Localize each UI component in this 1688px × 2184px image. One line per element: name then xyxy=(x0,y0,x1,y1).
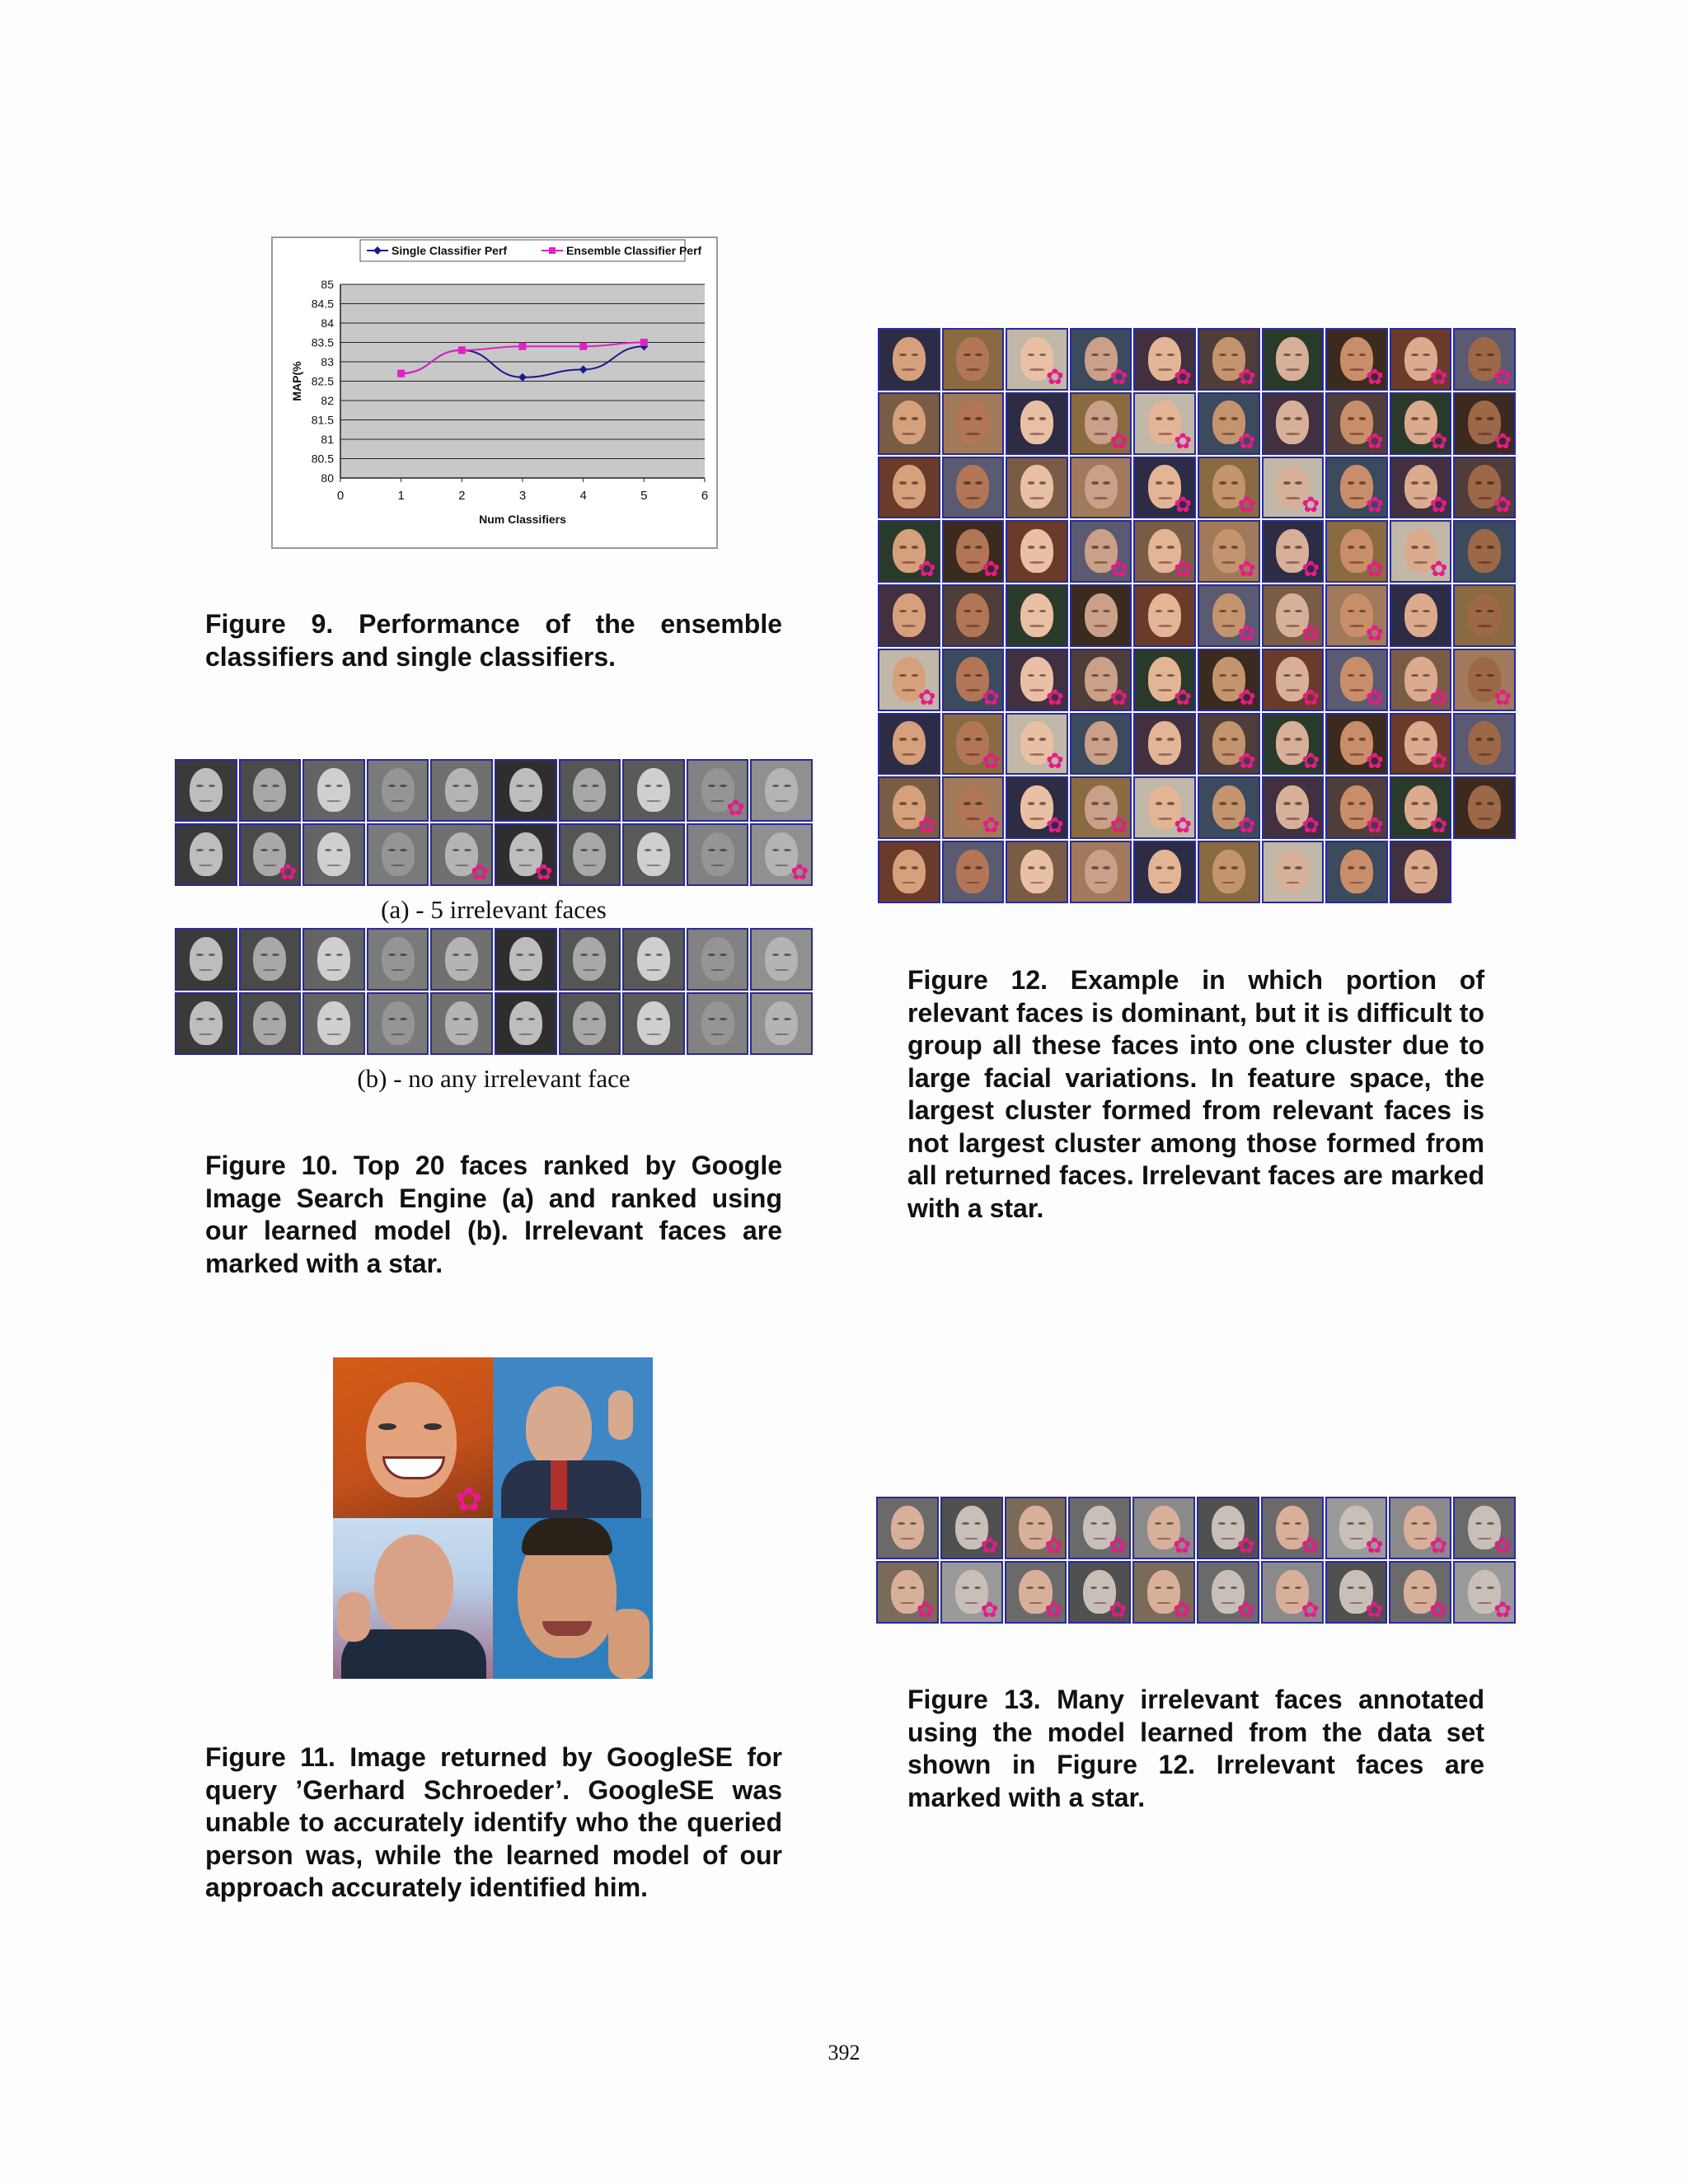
star-icon: ✿ xyxy=(982,749,1001,775)
star-icon: ✿ xyxy=(1109,685,1128,710)
face-thumbnail xyxy=(1262,392,1325,455)
star-icon: ✿ xyxy=(1301,749,1320,775)
face-thumbnail xyxy=(1198,392,1260,455)
star-icon: ✿ xyxy=(1237,813,1256,839)
face-thumbnail xyxy=(1132,1561,1195,1624)
star-icon: ✿ xyxy=(1237,621,1256,646)
face-thumbnail xyxy=(430,759,493,822)
star-icon: ✿ xyxy=(1429,364,1448,390)
face-thumbnail xyxy=(1198,520,1260,583)
star-icon: ✿ xyxy=(982,557,1001,583)
face-thumbnail xyxy=(1390,328,1452,391)
face-thumbnail xyxy=(1325,1561,1388,1624)
face-thumbnail xyxy=(1198,584,1260,647)
face-thumbnail xyxy=(302,823,365,886)
star-icon: ✿ xyxy=(1366,557,1384,583)
star-icon: ✿ xyxy=(471,860,489,885)
star-icon: ✿ xyxy=(917,685,936,710)
fig13-face-grid xyxy=(876,1497,1516,1624)
face-thumbnail xyxy=(622,928,685,991)
star-icon: ✿ xyxy=(1429,1598,1448,1623)
star-icon: ✿ xyxy=(1044,1598,1063,1623)
star-icon: ✿ xyxy=(1429,813,1448,839)
face-thumbnail xyxy=(1197,1561,1259,1624)
face-thumbnail xyxy=(175,823,237,886)
fig12-caption: Figure 12. Example in which portion of relevant faces is dominant, but it is difficult to group all these faces into one cluster due to large facial variations. In feature space, the largest cluster formed from relevant faces is not largest cluster among those formed from all returned faces. Irrelevant faces are marked with a star. xyxy=(907,965,1484,1223)
face-thumbnail xyxy=(239,759,302,822)
fig11-photo-man-smiling xyxy=(333,1518,493,1679)
y-tick-label: 82.5 xyxy=(311,374,334,388)
fig11-photo-collage xyxy=(333,1357,653,1679)
legend-label-1: Ensemble Classifier Perf xyxy=(566,244,702,257)
face-thumbnail xyxy=(302,759,365,822)
face-thumbnail xyxy=(876,1497,939,1559)
star-icon: ✿ xyxy=(1365,1598,1384,1623)
star-icon: ✿ xyxy=(1493,429,1512,454)
face-thumbnail xyxy=(1132,1497,1195,1559)
face-thumbnail xyxy=(1198,841,1260,903)
y-tick-label: 81.5 xyxy=(311,413,334,427)
face-thumbnail xyxy=(1070,392,1132,455)
face-thumbnail xyxy=(878,841,940,903)
face-thumbnail xyxy=(622,759,685,822)
face-thumbnail xyxy=(1261,1561,1324,1624)
fig11-caption: Figure 11. Image returned by GoogleSE for query ’Gerhard Schroeder’. GoogleSE was unable to accurately identify who the queried person was, while the learned model of our approach accurately identified him. xyxy=(205,1742,782,1902)
fig10a-face-grid xyxy=(175,759,813,886)
star-icon: ✿ xyxy=(1429,493,1448,518)
face-thumbnail xyxy=(430,823,493,886)
face-thumbnail xyxy=(878,520,940,583)
face-thumbnail xyxy=(302,992,365,1055)
star-icon: ✿ xyxy=(279,860,298,885)
star-icon: ✿ xyxy=(1109,364,1128,390)
face-thumbnail xyxy=(1133,584,1196,647)
face-thumbnail xyxy=(1070,713,1132,776)
face-thumbnail xyxy=(942,392,1005,455)
face-thumbnail xyxy=(1262,584,1325,647)
face-thumbnail xyxy=(1133,713,1196,776)
face-thumbnail xyxy=(1325,520,1388,583)
star-icon: ✿ xyxy=(1301,813,1320,839)
face-thumbnail xyxy=(1390,392,1452,455)
data-point xyxy=(579,343,587,350)
face-thumbnail xyxy=(1133,457,1196,519)
star-icon: ✿ xyxy=(1044,1534,1063,1558)
y-tick-label: 81 xyxy=(321,433,334,446)
star-icon: ✿ xyxy=(455,1481,483,1518)
face-thumbnail xyxy=(1453,1497,1516,1559)
face-thumbnail xyxy=(1261,1497,1324,1559)
face-thumbnail xyxy=(1262,841,1325,903)
face-thumbnail xyxy=(1133,392,1196,455)
face-thumbnail xyxy=(878,392,940,455)
fig10b-face-grid xyxy=(175,928,813,1055)
x-axis-label: Num Classifiers xyxy=(479,513,566,526)
fig10a-subcaption: (a) - 5 irrelevant faces xyxy=(381,895,607,924)
fig11-photo-man-speaking xyxy=(493,1357,653,1518)
star-icon: ✿ xyxy=(790,860,809,885)
star-icon: ✿ xyxy=(1174,557,1192,583)
face-thumbnail xyxy=(1006,649,1068,711)
face-thumbnail xyxy=(1133,328,1196,391)
face-thumbnail xyxy=(367,928,429,991)
star-icon: ✿ xyxy=(1366,493,1384,518)
face-thumbnail xyxy=(622,823,685,886)
star-icon: ✿ xyxy=(1366,685,1384,710)
fig11-photo-laughing-man xyxy=(333,1357,493,1518)
face-thumbnail xyxy=(1006,776,1068,839)
face-thumbnail xyxy=(430,992,493,1055)
star-icon: ✿ xyxy=(726,796,745,821)
face-thumbnail xyxy=(1070,457,1132,519)
face-thumbnail xyxy=(1325,1497,1388,1559)
face-thumbnail xyxy=(1453,392,1516,455)
face-thumbnail xyxy=(1133,649,1196,711)
face-thumbnail xyxy=(1070,328,1132,391)
star-icon: ✿ xyxy=(1174,493,1192,518)
face-thumbnail xyxy=(175,759,237,822)
face-thumbnail xyxy=(1070,584,1132,647)
star-icon: ✿ xyxy=(1237,1534,1255,1558)
face-thumbnail xyxy=(622,992,685,1055)
face-thumbnail xyxy=(1390,649,1452,711)
star-icon: ✿ xyxy=(1237,429,1256,454)
star-icon: ✿ xyxy=(1301,621,1320,646)
face-thumbnail xyxy=(495,992,557,1055)
face-thumbnail xyxy=(239,823,302,886)
y-tick-label: 83.5 xyxy=(311,335,334,349)
star-icon: ✿ xyxy=(1046,685,1064,710)
star-icon: ✿ xyxy=(1109,813,1128,839)
face-thumbnail xyxy=(1453,776,1516,839)
fig10-caption: Figure 10. Top 20 faces ranked by Google Image Search Engine (a) and ranked using our learned model (b). Irrelevant faces are marked with a star. xyxy=(205,1151,782,1278)
star-icon: ✿ xyxy=(982,813,1001,839)
face-thumbnail xyxy=(1325,584,1388,647)
legend-marker-1 xyxy=(549,247,556,254)
face-thumbnail xyxy=(1133,520,1196,583)
x-tick-label: 3 xyxy=(518,489,527,503)
face-thumbnail xyxy=(1389,1561,1451,1624)
face-thumbnail xyxy=(942,328,1005,391)
face-thumbnail xyxy=(1198,776,1260,839)
y-tick-label: 85 xyxy=(321,278,334,291)
star-icon: ✿ xyxy=(917,557,936,583)
star-icon: ✿ xyxy=(534,860,553,885)
y-tick-label: 84.5 xyxy=(311,297,334,311)
face-thumbnail xyxy=(878,776,940,839)
star-icon: ✿ xyxy=(1046,813,1064,839)
face-thumbnail xyxy=(1262,457,1325,519)
star-icon: ✿ xyxy=(1301,493,1320,518)
face-thumbnail xyxy=(1262,328,1325,391)
x-tick-label: 0 xyxy=(336,489,345,503)
face-thumbnail xyxy=(1198,649,1260,711)
star-icon: ✿ xyxy=(1429,685,1448,710)
star-icon: ✿ xyxy=(1429,749,1448,775)
face-thumbnail xyxy=(750,992,813,1055)
y-tick-label: 84 xyxy=(321,316,334,330)
face-thumbnail xyxy=(239,992,302,1055)
face-thumbnail xyxy=(430,928,493,991)
face-thumbnail xyxy=(1262,776,1325,839)
star-icon: ✿ xyxy=(1174,364,1192,390)
star-icon: ✿ xyxy=(1109,1534,1128,1558)
face-thumbnail xyxy=(942,713,1005,776)
star-icon: ✿ xyxy=(1173,1598,1191,1623)
star-icon: ✿ xyxy=(1301,1598,1320,1623)
fig9-caption: Figure 9. Performance of the ensemble classifiers and single classifiers. xyxy=(205,609,782,672)
star-icon: ✿ xyxy=(1493,685,1512,710)
face-thumbnail xyxy=(1070,520,1132,583)
star-icon: ✿ xyxy=(1174,813,1192,839)
face-thumbnail xyxy=(1006,584,1068,647)
star-icon: ✿ xyxy=(1301,1534,1320,1558)
star-icon: ✿ xyxy=(1237,364,1256,390)
y-tick-label: 80.5 xyxy=(311,452,334,466)
star-icon: ✿ xyxy=(1174,429,1192,454)
face-thumbnail xyxy=(367,759,429,822)
face-thumbnail xyxy=(559,992,621,1055)
face-thumbnail xyxy=(750,759,813,822)
x-tick-label: 5 xyxy=(640,489,648,503)
face-thumbnail xyxy=(1198,713,1260,776)
face-thumbnail xyxy=(1390,520,1452,583)
data-point xyxy=(640,339,648,346)
face-thumbnail xyxy=(878,584,940,647)
star-icon: ✿ xyxy=(1366,621,1384,646)
star-icon: ✿ xyxy=(1493,1534,1512,1558)
face-thumbnail xyxy=(687,992,749,1055)
face-thumbnail xyxy=(1006,457,1068,519)
face-thumbnail xyxy=(1325,457,1388,519)
face-thumbnail xyxy=(942,841,1005,903)
face-thumbnail xyxy=(495,759,557,822)
face-thumbnail xyxy=(1325,392,1388,455)
star-icon: ✿ xyxy=(1237,1598,1255,1623)
face-thumbnail xyxy=(1453,649,1516,711)
face-thumbnail xyxy=(495,823,557,886)
face-thumbnail xyxy=(1198,457,1260,519)
star-icon: ✿ xyxy=(1366,813,1384,839)
face-thumbnail xyxy=(942,584,1005,647)
face-thumbnail xyxy=(175,928,237,991)
star-icon: ✿ xyxy=(1493,1598,1512,1623)
face-thumbnail xyxy=(1453,520,1516,583)
face-thumbnail xyxy=(1325,649,1388,711)
face-thumbnail xyxy=(1325,776,1388,839)
face-thumbnail xyxy=(175,992,237,1055)
fig11-photo-man-gesturing xyxy=(493,1518,653,1679)
face-thumbnail xyxy=(878,328,940,391)
star-icon: ✿ xyxy=(1493,364,1512,390)
star-icon: ✿ xyxy=(1173,1534,1191,1558)
face-thumbnail xyxy=(1070,649,1132,711)
face-thumbnail xyxy=(302,928,365,991)
face-thumbnail xyxy=(1262,649,1325,711)
face-thumbnail xyxy=(1453,584,1516,647)
face-thumbnail xyxy=(1390,713,1452,776)
y-tick-label: 80 xyxy=(321,471,334,485)
face-thumbnail xyxy=(1005,1497,1067,1559)
face-thumbnail xyxy=(559,759,621,822)
y-tick-label: 82 xyxy=(321,394,334,407)
data-point xyxy=(458,346,466,354)
star-icon: ✿ xyxy=(1046,749,1064,775)
star-icon: ✿ xyxy=(1109,557,1128,583)
face-thumbnail xyxy=(559,823,621,886)
x-tick-label: 2 xyxy=(458,489,466,503)
fig12-face-grid xyxy=(878,328,1516,903)
page-number: 392 xyxy=(828,2041,860,2064)
x-tick-label: 1 xyxy=(397,489,405,503)
face-thumbnail xyxy=(878,457,940,519)
star-icon: ✿ xyxy=(1109,1598,1128,1623)
face-thumbnail xyxy=(239,928,302,991)
face-thumbnail xyxy=(1006,713,1068,776)
face-thumbnail xyxy=(687,928,749,991)
legend-label-0: Single Classifier Perf xyxy=(392,244,508,257)
face-thumbnail xyxy=(1006,392,1068,455)
star-icon: ✿ xyxy=(1429,1534,1448,1558)
face-thumbnail xyxy=(1262,520,1325,583)
star-icon: ✿ xyxy=(1237,685,1256,710)
star-icon: ✿ xyxy=(1237,749,1256,775)
star-icon: ✿ xyxy=(917,813,936,839)
face-thumbnail xyxy=(878,713,940,776)
face-thumbnail xyxy=(367,992,429,1055)
face-thumbnail xyxy=(1390,776,1452,839)
face-thumbnail xyxy=(1006,520,1068,583)
face-thumbnail xyxy=(1390,457,1452,519)
star-icon: ✿ xyxy=(982,685,1001,710)
face-thumbnail xyxy=(687,823,749,886)
y-tick-label: 83 xyxy=(321,355,334,368)
star-icon: ✿ xyxy=(1365,1534,1384,1558)
star-icon: ✿ xyxy=(1493,493,1512,518)
face-thumbnail xyxy=(1070,841,1132,903)
star-icon: ✿ xyxy=(980,1598,999,1623)
face-thumbnail xyxy=(1390,841,1452,903)
star-icon: ✿ xyxy=(1429,429,1448,454)
star-icon: ✿ xyxy=(980,1534,999,1558)
face-thumbnail xyxy=(1133,776,1196,839)
face-thumbnail xyxy=(1262,713,1325,776)
y-axis-label: MAP(% xyxy=(290,361,303,401)
star-icon: ✿ xyxy=(1046,364,1064,390)
star-icon: ✿ xyxy=(1366,749,1384,775)
face-thumbnail xyxy=(1198,328,1260,391)
star-icon: ✿ xyxy=(917,1598,935,1623)
face-thumbnail xyxy=(559,928,621,991)
fig9-chart-svg xyxy=(273,238,716,547)
face-thumbnail xyxy=(1006,328,1068,391)
face-thumbnail xyxy=(942,457,1005,519)
face-thumbnail xyxy=(1006,841,1068,903)
face-thumbnail xyxy=(1197,1497,1259,1559)
star-icon: ✿ xyxy=(1237,493,1256,518)
face-thumbnail xyxy=(876,1561,939,1624)
face-thumbnail xyxy=(1068,1561,1131,1624)
star-icon: ✿ xyxy=(1237,557,1256,583)
star-icon: ✿ xyxy=(1109,429,1128,454)
star-icon: ✿ xyxy=(1301,685,1320,710)
fig13-caption: Figure 13. Many irrelevant faces annotated using the model learned from the data set shown in Figure 12. Irrelevant faces are marked with a star. xyxy=(907,1685,1484,1812)
fig9-chart xyxy=(271,237,718,549)
face-thumbnail xyxy=(942,776,1005,839)
face-thumbnail xyxy=(1133,841,1196,903)
x-tick-label: 4 xyxy=(579,489,587,503)
face-thumbnail xyxy=(942,649,1005,711)
star-icon: ✿ xyxy=(1301,557,1320,583)
face-thumbnail xyxy=(1453,328,1516,391)
face-thumbnail xyxy=(687,759,749,822)
face-thumbnail xyxy=(1325,328,1388,391)
face-thumbnail xyxy=(1453,457,1516,519)
data-point xyxy=(397,370,405,377)
face-thumbnail xyxy=(1068,1497,1131,1559)
fig10b-subcaption: (b) - no any irrelevant face xyxy=(357,1064,631,1093)
face-thumbnail xyxy=(1389,1497,1451,1559)
face-thumbnail xyxy=(750,823,813,886)
face-thumbnail xyxy=(942,520,1005,583)
face-thumbnail xyxy=(940,1561,1003,1624)
star-icon: ✿ xyxy=(1366,429,1384,454)
face-thumbnail xyxy=(878,649,940,711)
face-thumbnail xyxy=(940,1497,1003,1559)
face-thumbnail xyxy=(1453,713,1516,776)
face-thumbnail xyxy=(1070,776,1132,839)
face-thumbnail xyxy=(1325,713,1388,776)
face-thumbnail xyxy=(750,928,813,991)
face-thumbnail xyxy=(1453,1561,1516,1624)
face-thumbnail xyxy=(1390,584,1452,647)
face-thumbnail xyxy=(1005,1561,1067,1624)
data-point xyxy=(519,343,527,350)
x-tick-label: 6 xyxy=(701,489,709,503)
face-thumbnail xyxy=(1325,841,1388,903)
face-thumbnail xyxy=(495,928,557,991)
star-icon: ✿ xyxy=(1429,557,1448,583)
star-icon: ✿ xyxy=(1174,685,1192,710)
star-icon: ✿ xyxy=(1366,364,1384,390)
face-thumbnail xyxy=(367,823,429,886)
